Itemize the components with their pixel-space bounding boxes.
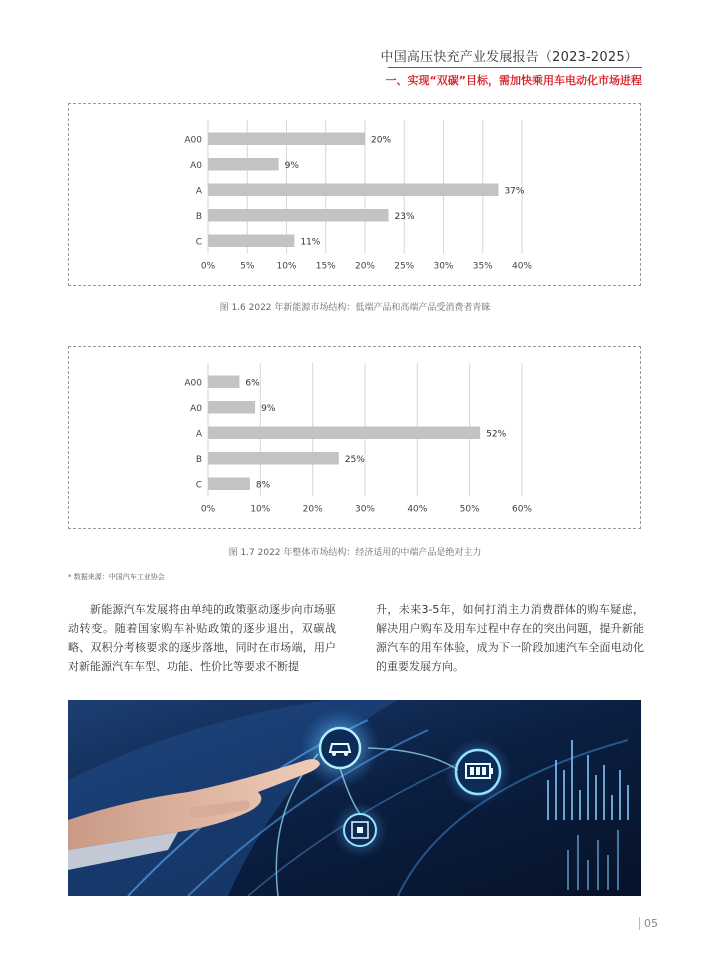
x-tick-label: 50% (459, 504, 480, 515)
x-tick-label: 40% (407, 504, 428, 515)
x-tick-label: 20% (354, 261, 376, 272)
y-category-label: A00 (184, 378, 202, 389)
y-category-label: B (195, 211, 202, 222)
bar-value-label: 9% (284, 160, 299, 171)
body-paragraph-right: 升，未来3-5年，如何打消主力消费群体的购车疑虑，解决用户购车及用车过程中存在的突出问题，提升新能源汽车的用车体验，成为下一阶段加速汽车全面电动化的重要发展方向。 (376, 603, 644, 673)
bar-B (208, 209, 389, 222)
page-number-divider (639, 917, 640, 930)
bar-value-label: 37% (504, 186, 525, 197)
y-category-label: B (195, 454, 202, 465)
x-tick-label: 40% (511, 261, 533, 272)
y-category-label: A (195, 186, 202, 197)
data-source-note: * 数据来源：中国汽车工业协会 (68, 573, 165, 581)
header-divider (388, 67, 642, 68)
page-number: 05 (644, 917, 658, 930)
chart-1-caption: 图 1.6 2022 年新能源市场结构：低端产品和高端产品受消费者青睐 (219, 303, 491, 313)
x-tick-label: 30% (354, 504, 376, 515)
y-category-label: C (195, 480, 202, 491)
bar-B (208, 452, 339, 465)
x-tick-label: 30% (433, 261, 454, 272)
body-paragraph-left: 新能源汽车发展将由单纯的政策驱动逐步向市场驱动转变。随着国家购车补贴政策的逐步退出，双碳战略、双积分考核要求的逐步落地，同时在市场端，用户对新能源汽车车型、功能、性价比等要求不断提 (68, 603, 336, 673)
x-tick-label: 35% (472, 261, 493, 272)
bar-A0 (208, 158, 279, 171)
bar-value-label: 11% (300, 237, 321, 248)
section-title: 一、实现“双碳”目标，需加快乘用车电动化市场进程 (385, 74, 642, 87)
chart-2-caption: 图 1.7 2022 年整体市场结构：经济适用的中端产品是绝对主力 (228, 548, 482, 558)
x-tick-label: 0% (200, 504, 216, 515)
bar-value-label: 23% (394, 211, 415, 222)
bar-C (208, 478, 250, 491)
bar-A0 (208, 401, 255, 414)
bar-value-label: 25% (344, 454, 365, 465)
y-category-label: A0 (190, 160, 202, 171)
x-tick-label: 25% (394, 261, 415, 272)
bar-value-label: 6% (245, 378, 260, 389)
bar-A00 (208, 376, 239, 389)
y-category-label: A (195, 429, 202, 440)
bar-value-label: 8% (255, 480, 271, 491)
x-tick-label: 10% (250, 504, 271, 515)
ev-technology-photo (68, 700, 641, 896)
report-title: 中国高压快充产业发展报告（2023-2025） (380, 50, 638, 65)
bar-A00 (208, 133, 365, 146)
bar-A (208, 427, 480, 440)
bar-A (208, 184, 498, 197)
ev-hud-illustration (68, 700, 641, 896)
bar-value-label: 52% (486, 429, 507, 440)
bar-value-label: 20% (371, 135, 392, 146)
x-tick-label: 20% (302, 504, 323, 515)
y-category-label: A00 (184, 135, 202, 146)
chart-2-svg (69, 347, 642, 530)
x-tick-label: 10% (276, 261, 297, 272)
x-tick-label: 0% (200, 261, 216, 272)
chart-2-frame (68, 346, 641, 529)
x-tick-label: 5% (240, 261, 255, 272)
x-tick-label: 15% (315, 261, 336, 272)
bar-C (208, 235, 294, 248)
y-category-label: C (195, 237, 202, 248)
y-category-label: A0 (190, 403, 202, 414)
chart-1-svg (69, 104, 642, 287)
bar-value-label: 9% (261, 403, 276, 414)
chart-1-frame (68, 103, 641, 286)
x-tick-label: 60% (511, 504, 533, 515)
